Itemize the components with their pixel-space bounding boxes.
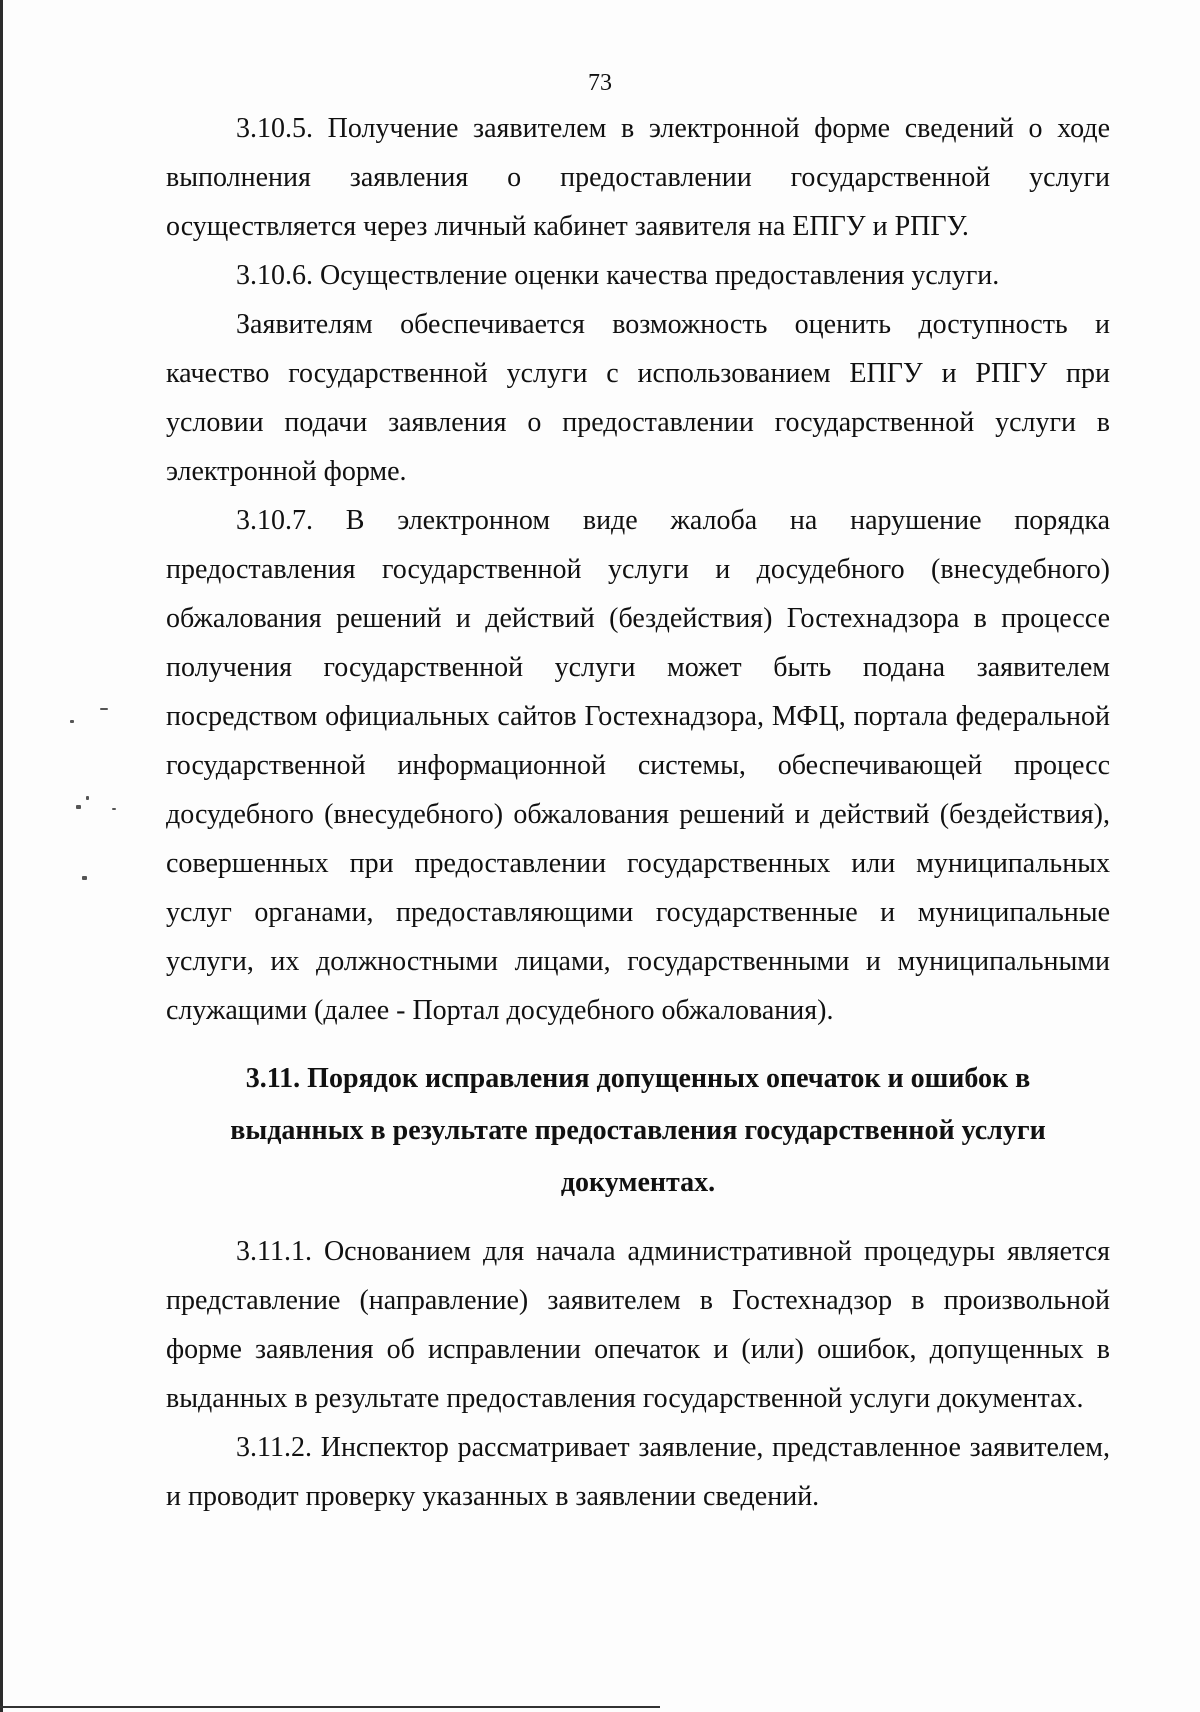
page-number: 73 — [588, 70, 612, 96]
paragraph-quality-assessment: Заявителям обеспечивается возможность оценить доступность и качество государственной услуги с использованием ЕПГУ и РПГУ при условии подачи заявления о предоставлении государственной услуги в электронной форме. — [166, 309, 1110, 487]
paragraph-3-11-2: 3.11.2. Инспектор рассматривает заявление, представленное заявителем, и проводит проверку указанных в заявлении сведений. — [166, 1432, 1110, 1512]
scan-bottom-rule — [0, 1706, 660, 1708]
scan-speck — [70, 720, 74, 723]
scan-left-edge — [0, 0, 3, 1712]
section-heading-3-11: 3.11. Порядок исправления допущенных опечаток и ошибок в выданных в результате предоставления государственной услуги документах. — [230, 1063, 1046, 1198]
paragraph-3-10-5: 3.10.5. Получение заявителем в электронной форме сведений о ходе выполнения заявления о предоставлении государственной услуги осуществляется через личный кабинет заявителя на ЕПГУ и РПГУ. — [166, 113, 1110, 242]
scan-speck — [86, 796, 89, 800]
scan-speck — [112, 808, 116, 810]
scan-speck — [76, 805, 81, 809]
paragraph-3-11-1: 3.11.1. Основанием для начала административной процедуры является представление (направление) заявителем в Гостехнадзор в произвольной форме заявления об исправлении опечаток и (или) ошибок, допущенных в выданных в результате предоставления государственной услуги документах. — [166, 1236, 1110, 1414]
document-body — [166, 104, 1110, 1521]
scan-speck — [82, 876, 87, 880]
scan-speck — [100, 708, 108, 710]
paragraph-3-10-6: 3.10.6. Осуществление оценки качества предоставления услуги. — [236, 260, 1000, 291]
paragraph-3-10-7: 3.10.7. В электронном виде жалоба на нарушение порядка предоставления государственной услуги и досудебного (внесудебного) обжалования решений и действий (бездействия) Гостехнадзора в процессе получения государственной услуги может быть подана заявителем посредством официальных сайтов Гостехнадзора, МФЦ, портала федеральной государственной информационной системы, обеспечивающей процесс досудебного (внесудебного) обжалования решений и действий (бездействия), совершенных при предоставлении государственных или муниципальных услуг органами, предоставляющими государственные и муниципальные услуги, их должностными лицами, государственными и муниципальными служащими (далее - Портал досудебного обжалования). — [166, 505, 1110, 1026]
